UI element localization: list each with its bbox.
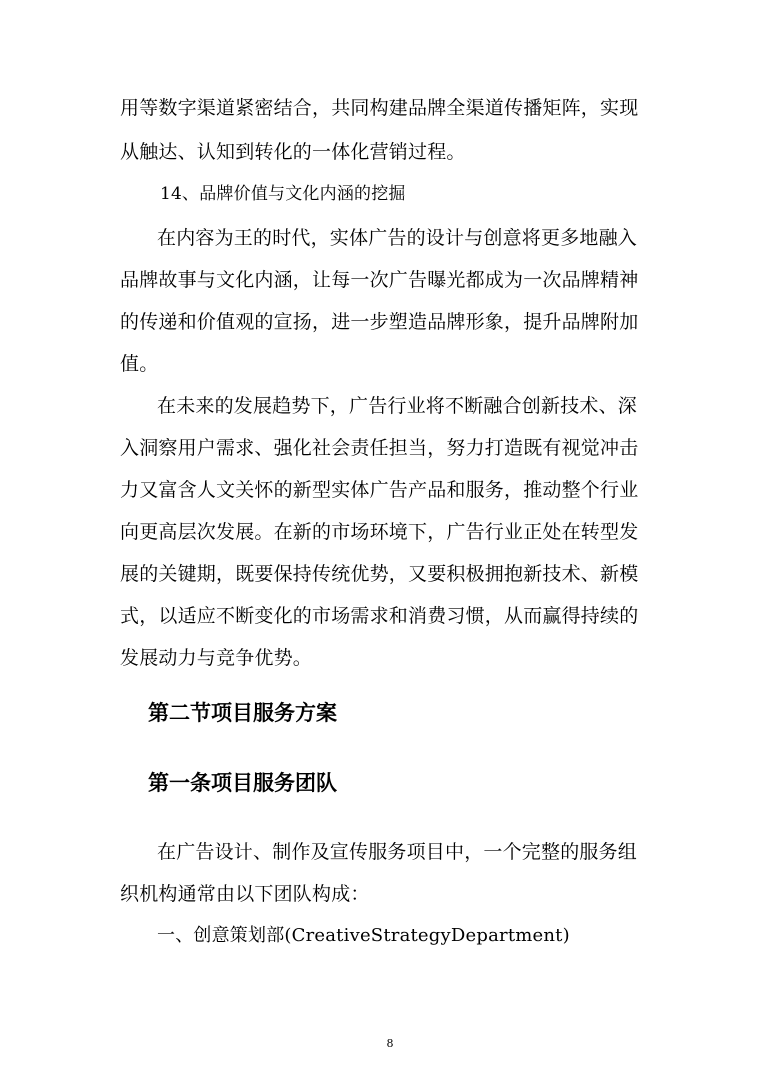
paragraph-3-line-1: 在未来的发展趋势下，广告行业将不断融合创新技术、深 — [157, 395, 638, 417]
paragraph-2-line-1: 在内容为王的时代，实体广告的设计与创意将更多地融入 — [157, 227, 638, 249]
paragraph-4-line-2: 织机构通常由以下团队构成： — [120, 883, 370, 905]
paragraph-3-line-2: 入洞察用户需求、强化社会责任担当，努力打造既有视觉冲击 — [120, 437, 639, 459]
paragraph-3-line-6: 式，以适应不断变化的市场需求和消费习惯，从而赢得持续的 — [120, 605, 639, 627]
paragraph-2-line-2: 品牌故事与文化内涵，让每一次广告曝光都成为一次品牌精神 — [120, 269, 639, 291]
paragraph-3-line-4: 向更高层次发展。在新的市场环境下，广告行业正处在转型发 — [120, 521, 639, 543]
paragraph-4-line-1: 在广告设计、制作及宣传服务项目中，一个完整的服务组 — [157, 841, 638, 863]
item-14-title: 14、品牌价值与文化内涵的挖掘 — [160, 184, 406, 204]
paragraph-3-line-3: 力又富含人文关怀的新型实体广告产品和服务，推动整个行业 — [120, 479, 639, 501]
list-item-creative-strategy: 一、创意策划部(CreativeStrategyDepartment) — [157, 925, 570, 946]
article-heading: 第一条项目服务团队 — [148, 771, 337, 795]
paragraph-2-line-3: 的传递和价值观的宣扬，进一步塑造品牌形象，提升品牌附加 — [120, 311, 639, 333]
paragraph-1-line-1: 用等数字渠道紧密结合，共同构建品牌全渠道传播矩阵，实现 — [120, 97, 639, 119]
paragraph-1-line-2: 从触达、认知到转化的一体化营销过程。 — [120, 141, 466, 163]
page-number: 8 — [386, 1037, 394, 1050]
section-heading: 第二节项目服务方案 — [148, 701, 337, 725]
paragraph-3-line-7: 发展动力与竞争优势。 — [120, 647, 313, 669]
paragraph-3-line-5: 展的关键期，既要保持传统优势，又要积极拥抱新技术、新模 — [120, 563, 639, 585]
paragraph-2-line-4: 值。 — [120, 353, 159, 375]
